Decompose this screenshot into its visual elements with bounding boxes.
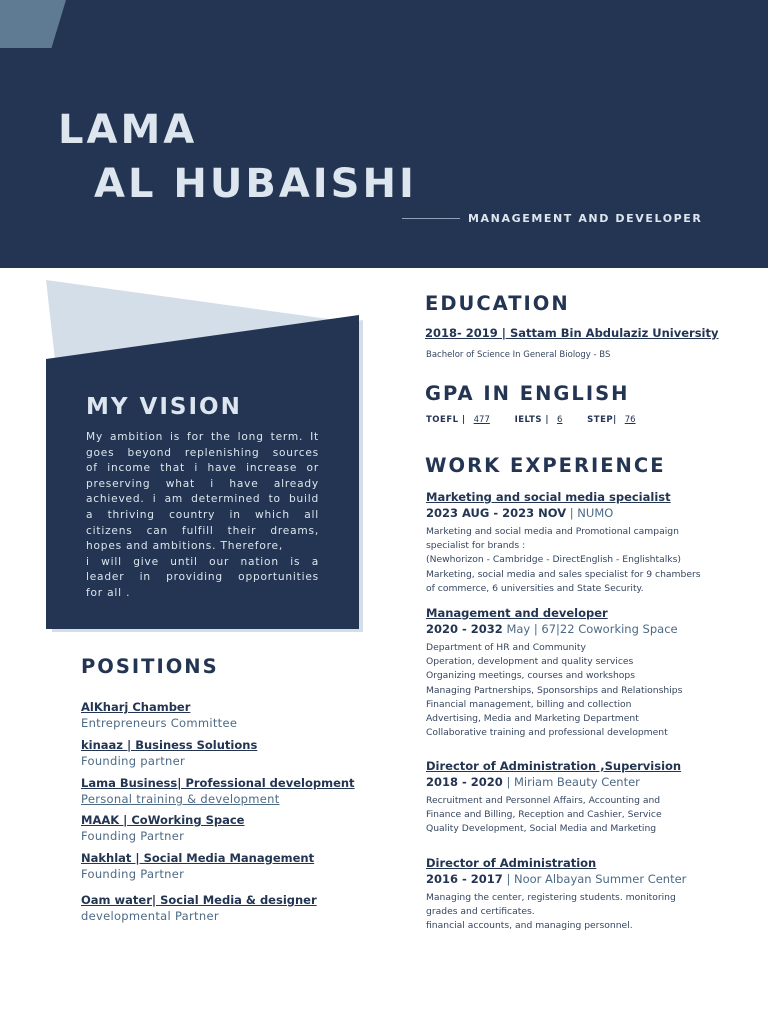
vision-line: hopes and ambitions. Therefore, xyxy=(86,540,284,553)
job-description xyxy=(426,525,746,596)
job-entry xyxy=(426,758,746,837)
vision-line: My ambition is for the long term. It xyxy=(86,431,319,443)
score-value: 477 xyxy=(473,415,490,425)
position-name[interactable]: Oam water| Social Media & designer xyxy=(81,893,317,907)
education-title: EDUCATION xyxy=(425,292,570,315)
vision-line: for all . xyxy=(86,586,131,599)
score-value: 76 xyxy=(624,415,636,425)
job-description xyxy=(426,794,746,837)
position-item xyxy=(81,776,411,807)
position-role: Founding Partner xyxy=(81,867,185,881)
last-name: AL HUBAISHI xyxy=(94,161,417,207)
job-title-text[interactable]: Director of Administration ,Supervision xyxy=(426,759,682,773)
job-desc-line: (Newhorizon - Cambridge - DirectEnglish - Englishtalks) xyxy=(426,554,681,566)
job-desc-line: Marketing and social media and Promotional campaign xyxy=(426,526,679,537)
position-name[interactable]: MAAK | CoWorking Space xyxy=(81,813,245,827)
job-title-text[interactable]: Marketing and social media specialist xyxy=(426,490,671,504)
job-desc-line: Finance and Billing, Reception and Cashier, Service xyxy=(426,809,662,821)
vision-line: a thriving country in which all xyxy=(86,508,319,521)
job-desc-line: Recruitment and Personnel Affairs, Accounting and xyxy=(426,795,661,806)
position-item xyxy=(81,700,411,731)
vision-line: achieved. i am determined to build xyxy=(86,493,319,506)
job-meta xyxy=(426,871,746,887)
vision-line: preserving what i have already xyxy=(86,477,319,490)
experience-title: WORK EXPERIENCE xyxy=(425,454,666,477)
job-meta xyxy=(426,621,746,637)
job-desc-line: Advertising, Media and Marketing Department xyxy=(426,713,639,725)
job-place: May | 67|22 Coworking Space xyxy=(502,622,678,636)
title-divider xyxy=(402,218,460,219)
job-title-text[interactable]: Management and developer xyxy=(426,606,608,620)
position-item xyxy=(81,738,411,769)
job-title: MANAGEMENT AND DEVELOPER xyxy=(468,212,703,225)
vision-line: goes beyond replenishing sources xyxy=(86,446,319,459)
job-entry xyxy=(426,489,746,596)
job-years: 2016 - 2017 xyxy=(426,872,503,886)
job-desc-line: of commerce, 6 universities and State Security. xyxy=(426,582,644,594)
position-name[interactable]: Nakhlat | Social Media Management xyxy=(81,851,315,865)
job-desc-line: financial accounts, and managing personnel. xyxy=(426,920,633,932)
job-desc-line: Managing Partnerships, Sponsorships and Relationships xyxy=(426,684,683,696)
job-meta xyxy=(426,774,746,790)
job-desc-line: Financial management, billing and collection xyxy=(426,698,632,710)
score-toefl xyxy=(426,415,490,425)
job-description xyxy=(426,891,746,934)
gpa-title: GPA IN ENGLISH xyxy=(425,382,630,405)
job-years: 2018 - 2020 xyxy=(426,775,503,789)
position-name[interactable]: AlKharj Chamber xyxy=(81,700,191,714)
position-name[interactable]: Lama Business| Professional development xyxy=(81,776,355,790)
job-entry xyxy=(426,605,746,740)
score-value: 6 xyxy=(557,415,563,425)
vision-line: i will give until our nation is a xyxy=(86,555,319,568)
job-desc-line: Quality Development, Social Media and Marketing xyxy=(426,823,657,835)
vision-line: citizens can fulfill their dreams, xyxy=(86,524,319,537)
position-role: Entrepreneurs Committee xyxy=(81,716,238,730)
job-years: 2020 - 2032 xyxy=(426,622,503,636)
job-desc-line: grades and certificates. xyxy=(426,906,535,918)
score-label: TOEFL | xyxy=(426,415,466,425)
job-entry xyxy=(426,855,746,934)
score-ielts xyxy=(515,415,563,425)
score-step xyxy=(587,415,635,425)
vision-text xyxy=(86,430,319,602)
job-place: | NUMO xyxy=(566,506,614,520)
job-description xyxy=(426,641,746,740)
job-place: | Noor Albayan Summer Center xyxy=(502,872,687,886)
position-role: Founding partner xyxy=(81,754,186,768)
job-place: | Miriam Beauty Center xyxy=(502,775,640,789)
position-role: developmental Partner xyxy=(81,909,219,923)
position-role: Personal training & development xyxy=(81,792,280,806)
job-desc-line: Collaborative training and professional development xyxy=(426,727,668,739)
position-item xyxy=(81,893,411,924)
position-name[interactable]: kinaaz | Business Solutions xyxy=(81,738,258,752)
job-desc-line: Organizing meetings, courses and workshops xyxy=(426,670,636,682)
position-item xyxy=(81,813,411,844)
job-desc-line: Operation, development and quality services xyxy=(426,656,634,668)
first-name: LAMA xyxy=(58,107,198,153)
job-desc-line: Department of HR and Community xyxy=(426,642,586,653)
job-desc-line: Managing the center, registering students. monitoring xyxy=(426,892,676,903)
job-desc-line: Marketing, social media and sales specialist for 9 chambers xyxy=(426,568,701,580)
job-years: 2023 AUG - 2023 NOV xyxy=(426,506,567,520)
job-desc-line: specialist for brands : xyxy=(426,540,526,552)
education-degree: Bachelor of Science In General Biology - BS xyxy=(426,350,611,360)
education-entry[interactable]: 2018- 2019 | Sattam Bin Abdulaziz University xyxy=(425,326,719,340)
vision-line: leader in providing opportunities xyxy=(86,571,319,584)
gpa-scores xyxy=(426,415,658,425)
position-role: Founding Partner xyxy=(81,829,185,843)
vision-title: MY VISION xyxy=(86,394,242,420)
positions-title: POSITIONS xyxy=(81,655,219,678)
score-label: IELTS | xyxy=(514,415,550,425)
position-item xyxy=(81,851,411,882)
vision-line: of income that i have increase or xyxy=(86,462,319,475)
score-label: STEP| xyxy=(587,415,617,425)
job-meta xyxy=(426,505,746,521)
job-title-text[interactable]: Director of Administration xyxy=(426,856,597,870)
